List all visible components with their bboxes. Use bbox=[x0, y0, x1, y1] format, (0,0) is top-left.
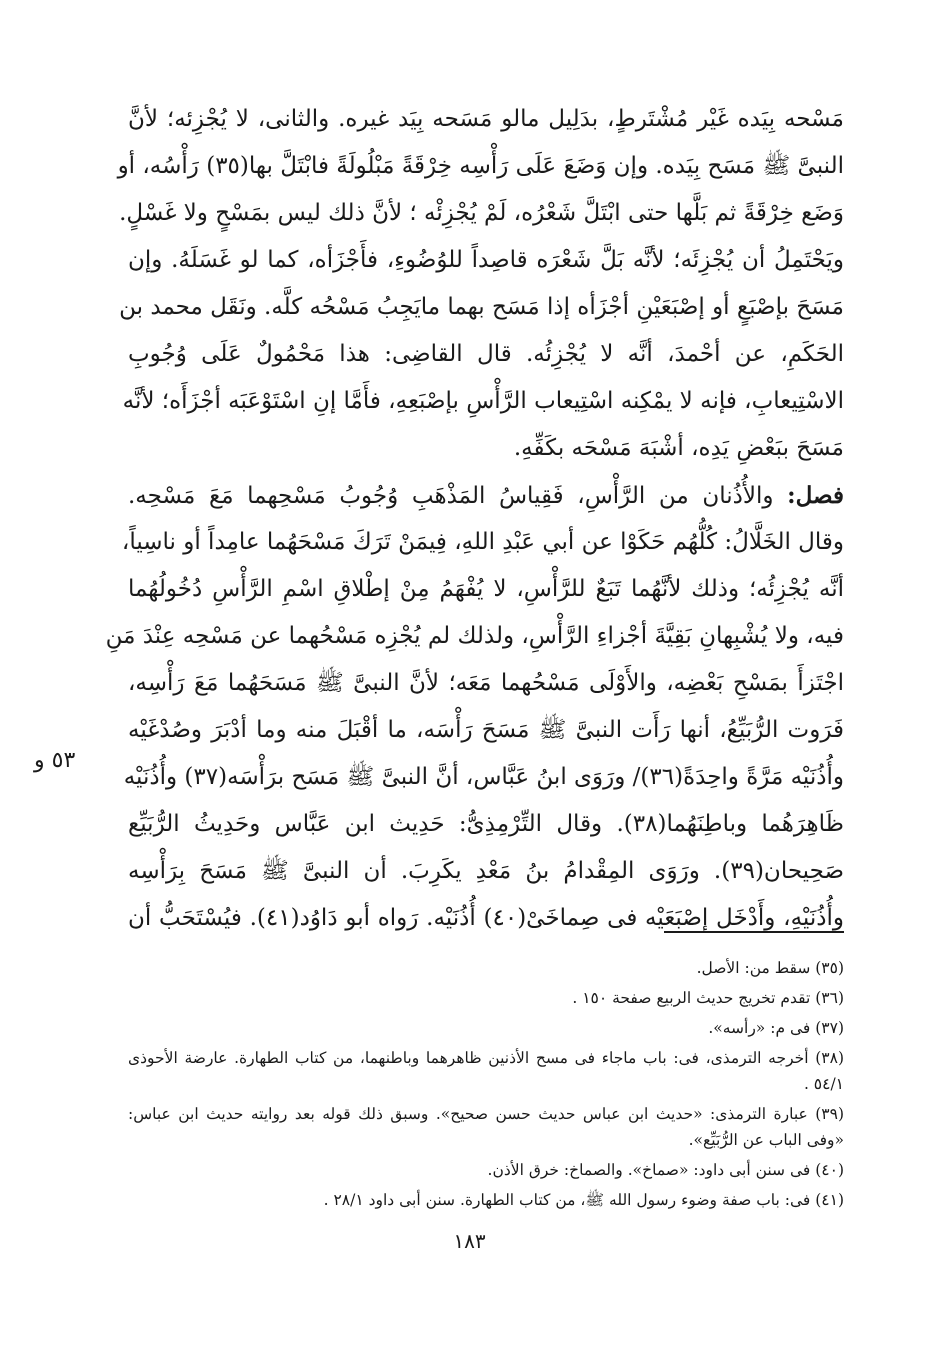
text-line: ويَحْتَمِلُ أن يُجْزِئَه؛ لأنَّه بَلَّ شَعْرَه قاصِداً للوُضُوءِ، فأَجْزَأه، كما لو غَسَلَهُ. وإن bbox=[128, 247, 844, 273]
text-line: الحَكَمِ، عن أحْمدَ، أنَّه لا يُجْزِئُه. قال القاضِى: هذا مَحْمُولٌ عَلَى وُجُوبِ bbox=[128, 341, 844, 367]
page-number: ١٨٣ bbox=[453, 1229, 486, 1253]
footnote-separator bbox=[664, 931, 844, 933]
manuscript-folio-marker: ٥٣ و bbox=[34, 748, 76, 773]
text-line: النبىَّ ﷺ مَسَح بِيَده. وإن وَضَعَ عَلَى رَأْسِه خِرْقَةً مَبْلُولَةً فابْتَلَّ بها(٣٥) رَأْسُه، أو bbox=[117, 153, 844, 179]
footnote: (٣٦) تقدم تخريج حديث الربيع صفحة ١٥٠ . bbox=[572, 989, 844, 1007]
footnote: (٣٨) أخرجه الترمذى، فى: باب ماجاء فى مسح الأذنين ظاهرهما وباطنهما، من كتاب الطهارة. عارضة الأحوذى ٥٤/١ . bbox=[128, 1049, 844, 1093]
text-line: اجْتَزأَ بمَسْحِ بَعْضِه، والأَوْلَى مَسْحُهما مَعَه؛ لأنَّ النبىَّ ﷺ مَسَحَهُما مَعَ رَأْسِه، bbox=[128, 670, 844, 696]
footnotes bbox=[128, 955, 844, 1217]
text-line: مَسَحَ ببَعْضِ يَدِه، أشْبَهَ مَسْحَه بكَفِّهِ. bbox=[513, 435, 844, 461]
text-line: فَرَوت الرُّبَيِّعُ، أنها رَأَت النبىَّ ﷺ مَسَحَ رَأْسَه، ما أقْبَلَ منه وما أدْبَرَ وصُدْغَيْه bbox=[128, 717, 844, 743]
text-line: ظَاهِرَهُما وباطِنَهُما(٣٨). وقال التِّرْمِذِىُّ: حَدِيث ابن عَبَّاس وحَدِيثُ الرُّبَيِّع bbox=[128, 811, 844, 837]
text-line: مَسْحه بِيَده غَيْر مُشْتَرطٍ، بدَلِيل مالو مَسَحه بِيَد غيره. والثانى، لا يُجْزِئه؛ لأنَّ bbox=[128, 106, 844, 132]
main-text bbox=[105, 96, 844, 942]
text-line: فيه، ولا يُشْبِهانِ بَقِيَّةَ أجْزاءِ الرَّأْسِ، ولذلك لم يُجْزِه مَسْحُهما عن مَسْحِه عِنْدَ مَنِ bbox=[105, 623, 844, 649]
text-line: وقال الخَلَّالُ: كُلُّهُم حَكَوْا عن أبي عَبْدِ اللهِ، فِيمَنْ تَرَكَ مَسْحَهُما عامِداً أو ناسِياً، bbox=[121, 529, 844, 555]
footnote: (٣٩) عبارة الترمذى: «حديث ابن عباس حديث حسن صحيح». وسبق ذلك قوله بعد روايته حديث ابن عباس: «وفى الباب عن الرُّبَيِّع». bbox=[128, 1105, 844, 1149]
footnote: (٣٧) فى م: «رأسه». bbox=[708, 1019, 844, 1037]
footnote: (٤٠) فى سنن أبى داود: «صماخ». والصماخ: خرق الأذن. bbox=[487, 1161, 844, 1179]
text-line: وَضَع خِرْقَةً ثم بَلَّها حتى ابْتَلَّ شَعْرُه، لَمْ يُجْزِئْه ؛ لأنَّ ذلك ليس بمَسْحٍ ولا غَسْلٍ. bbox=[119, 200, 844, 226]
text-line: وأُذُنَيْه مَرَّةً واحِدَةً(٣٦)/ ورَوَى ابنُ عَبَّاس، أنَّ النبىَّ ﷺ مَسَح برَأْسَه(٣٧) وأُذُنَيْه bbox=[123, 764, 844, 790]
section-heading: فصل: bbox=[787, 482, 844, 509]
section-first-line bbox=[128, 472, 844, 519]
text-line: الاسْتِيعابِ، فإنه لا يمْكِنه اسْتِيعاب الرَّأْسِ بإصْبَعِهِ، فأَمَّا إنِ اسْتَوْعَبَه أجْزَأَه؛ لأنَّه bbox=[122, 388, 844, 414]
text-line: أنَّه يُجْزِئُه؛ وذلك لأنَّهُما تَبَعٌ للرَّأْسِ، لا يُفْهَمُ مِنْ إطْلاقِ اسْمِ الرَّأْسِ دُخُولُهُما bbox=[128, 576, 844, 602]
text-line: صَحِيحان(٣٩). ورَوَى المِقْدامُ بنُ مَعْدِ يكَرِبَ. أن النبىَّ ﷺ مَسَحَ بِرَأْسِه bbox=[128, 858, 844, 884]
footnote: (٣٥) سقط من: الأصل. bbox=[696, 959, 844, 977]
section-line-text: والأُذُنان من الرَّأْسِ، فَقِياسُ المَذْهَبِ وُجُوبُ مَسْحِهما مَعَ مَسْحِه. bbox=[128, 483, 774, 509]
footnote: (٤١) فى: باب صفة وضوء رسول الله ﷺ، من كتاب الطهارة. سنن أبى داود ٢٨/١ . bbox=[323, 1191, 844, 1209]
text-line: مَسَحَ بإصْبَعٍ أو إصْبَعَيْنِ أجْزَأه إذا مَسَح بهما مايَجِبُ مَسْحُه كلَّه. ونَقَل محمد بن bbox=[119, 294, 844, 320]
text-line: وأُذُنَيْهِ، وأَدْخَل إصْبَعَيْه فى صِماخَىْ(٤٠) أُذُنَيْه. رَواه أبو دَاوُد(٤١). فيُسْتَحَبُّ أن bbox=[128, 905, 844, 931]
